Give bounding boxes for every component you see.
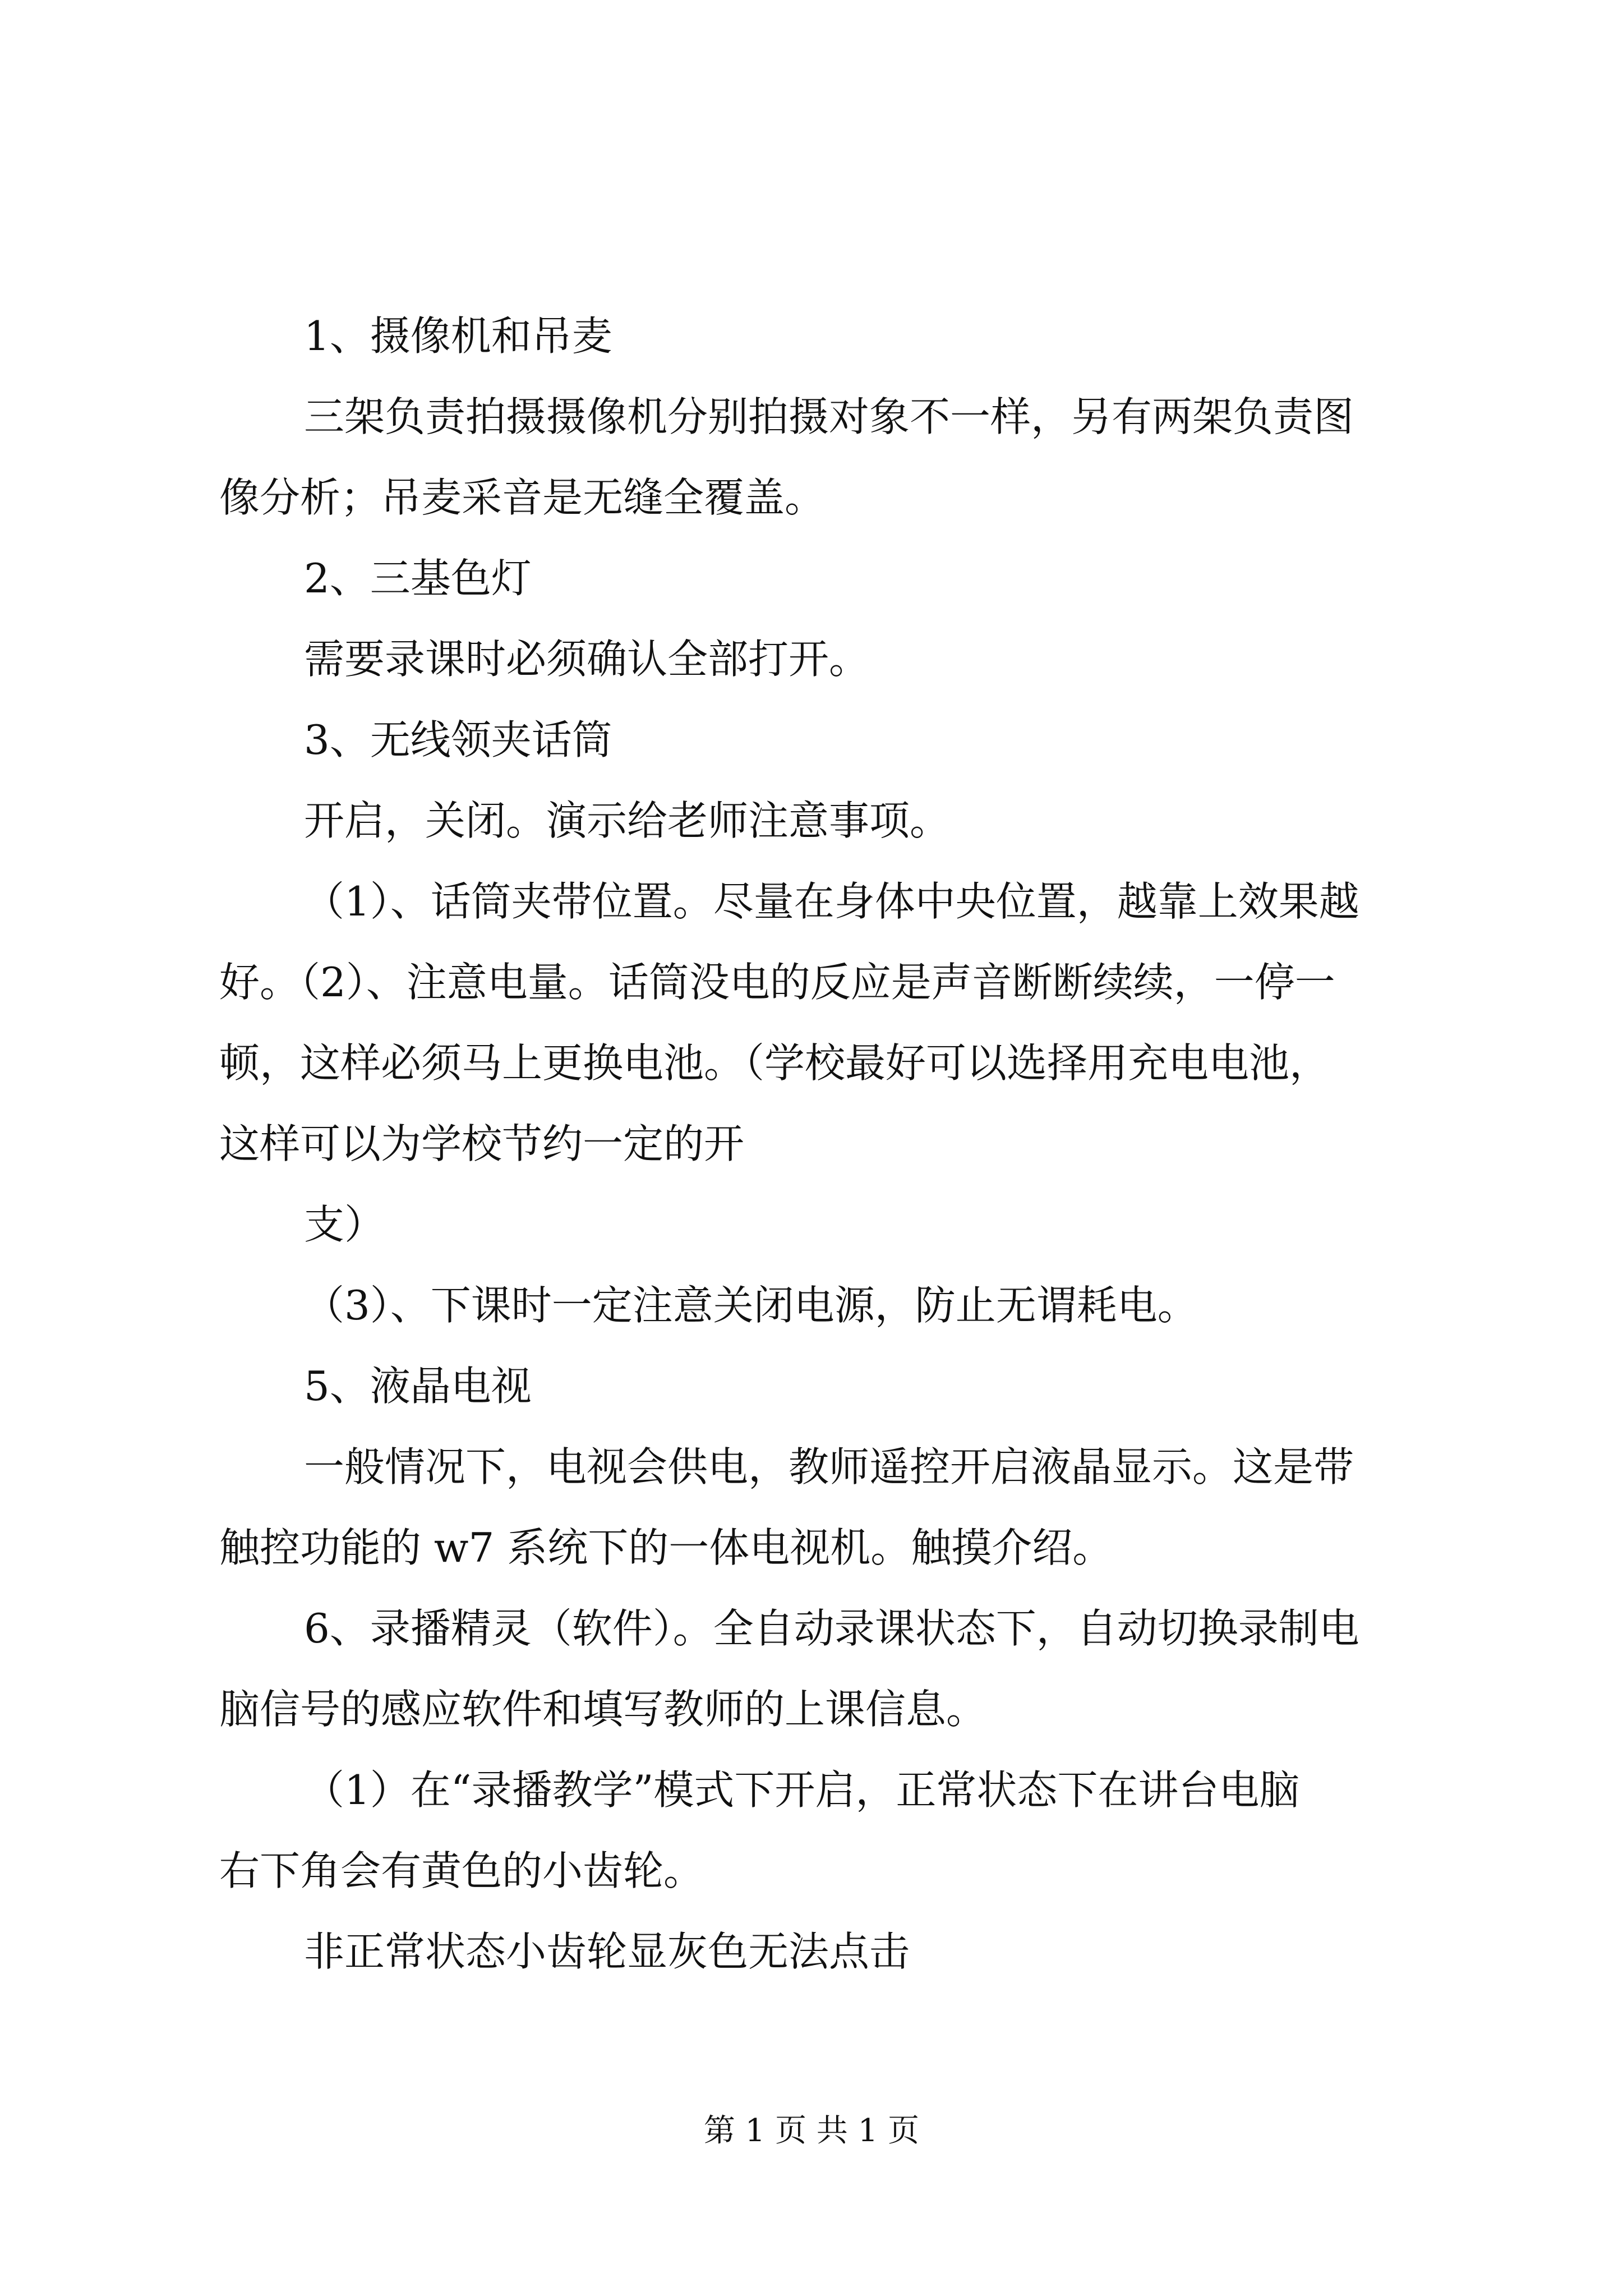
paragraph-line: 好。（2）、注意电量。话筒没电的反应是声音断断续续，一停一 (219, 959, 1335, 1006)
paragraph-line: 开启，关闭。演示给老师注意事项。 (304, 797, 951, 844)
paragraph-line: 一般情况下，电视会供电，教师遥控开启液晶显示。这是带 (304, 1443, 1354, 1490)
heading-camera-mic: 1、摄像机和吊麦 (304, 312, 612, 360)
paragraph-line: 触控功能的 w7 系统下的一体电视机。触摸介绍。 (219, 1524, 1113, 1571)
paragraph-line: 脑信号的感应软件和填写教师的上课信息。 (219, 1686, 987, 1733)
paragraph-line: （3）、下课时一定注意关闭电源，防止无谓耗电。 (304, 1282, 1198, 1329)
paragraph-line: 右下角会有黄色的小齿轮。 (219, 1847, 704, 1894)
paragraph-line: 顿，这样必须马上更换电池。（学校最好可以选择用充电电池， (219, 1039, 1330, 1087)
heading-tricolor-light: 2、三基色灯 (304, 555, 532, 602)
heading-recording-software: 6、录播精灵（软件）。全自动录课状态下，自动切换录制电 (304, 1605, 1359, 1652)
paragraph-line: 这样可以为学校节约一定的开 (219, 1120, 745, 1167)
paragraph-line: 需要录课时必须确认全部打开。 (304, 636, 870, 683)
paragraph-line: 像分析；吊麦采音是无缝全覆盖。 (219, 474, 826, 521)
heading-wireless-mic: 3、无线领夹话筒 (304, 716, 612, 763)
paragraph-line: 非正常状态小齿轮显灰色无法点击 (304, 1928, 910, 1975)
paragraph-line: 三架负责拍摄摄像机分别拍摄对象不一样，另有两架负责图 (304, 393, 1354, 440)
page-footer: 第 1 页 共 1 页 (703, 2113, 920, 2149)
paragraph-line: （1）在“录播教学”模式下开启，正常状态下在讲台电脑 (304, 1766, 1300, 1814)
heading-lcd-tv: 5、液晶电视 (304, 1363, 532, 1410)
paragraph-line: 支） (304, 1201, 385, 1248)
paragraph-line: （1）、话筒夹带位置。尽量在身体中央位置，越靠上效果越 (304, 878, 1359, 925)
